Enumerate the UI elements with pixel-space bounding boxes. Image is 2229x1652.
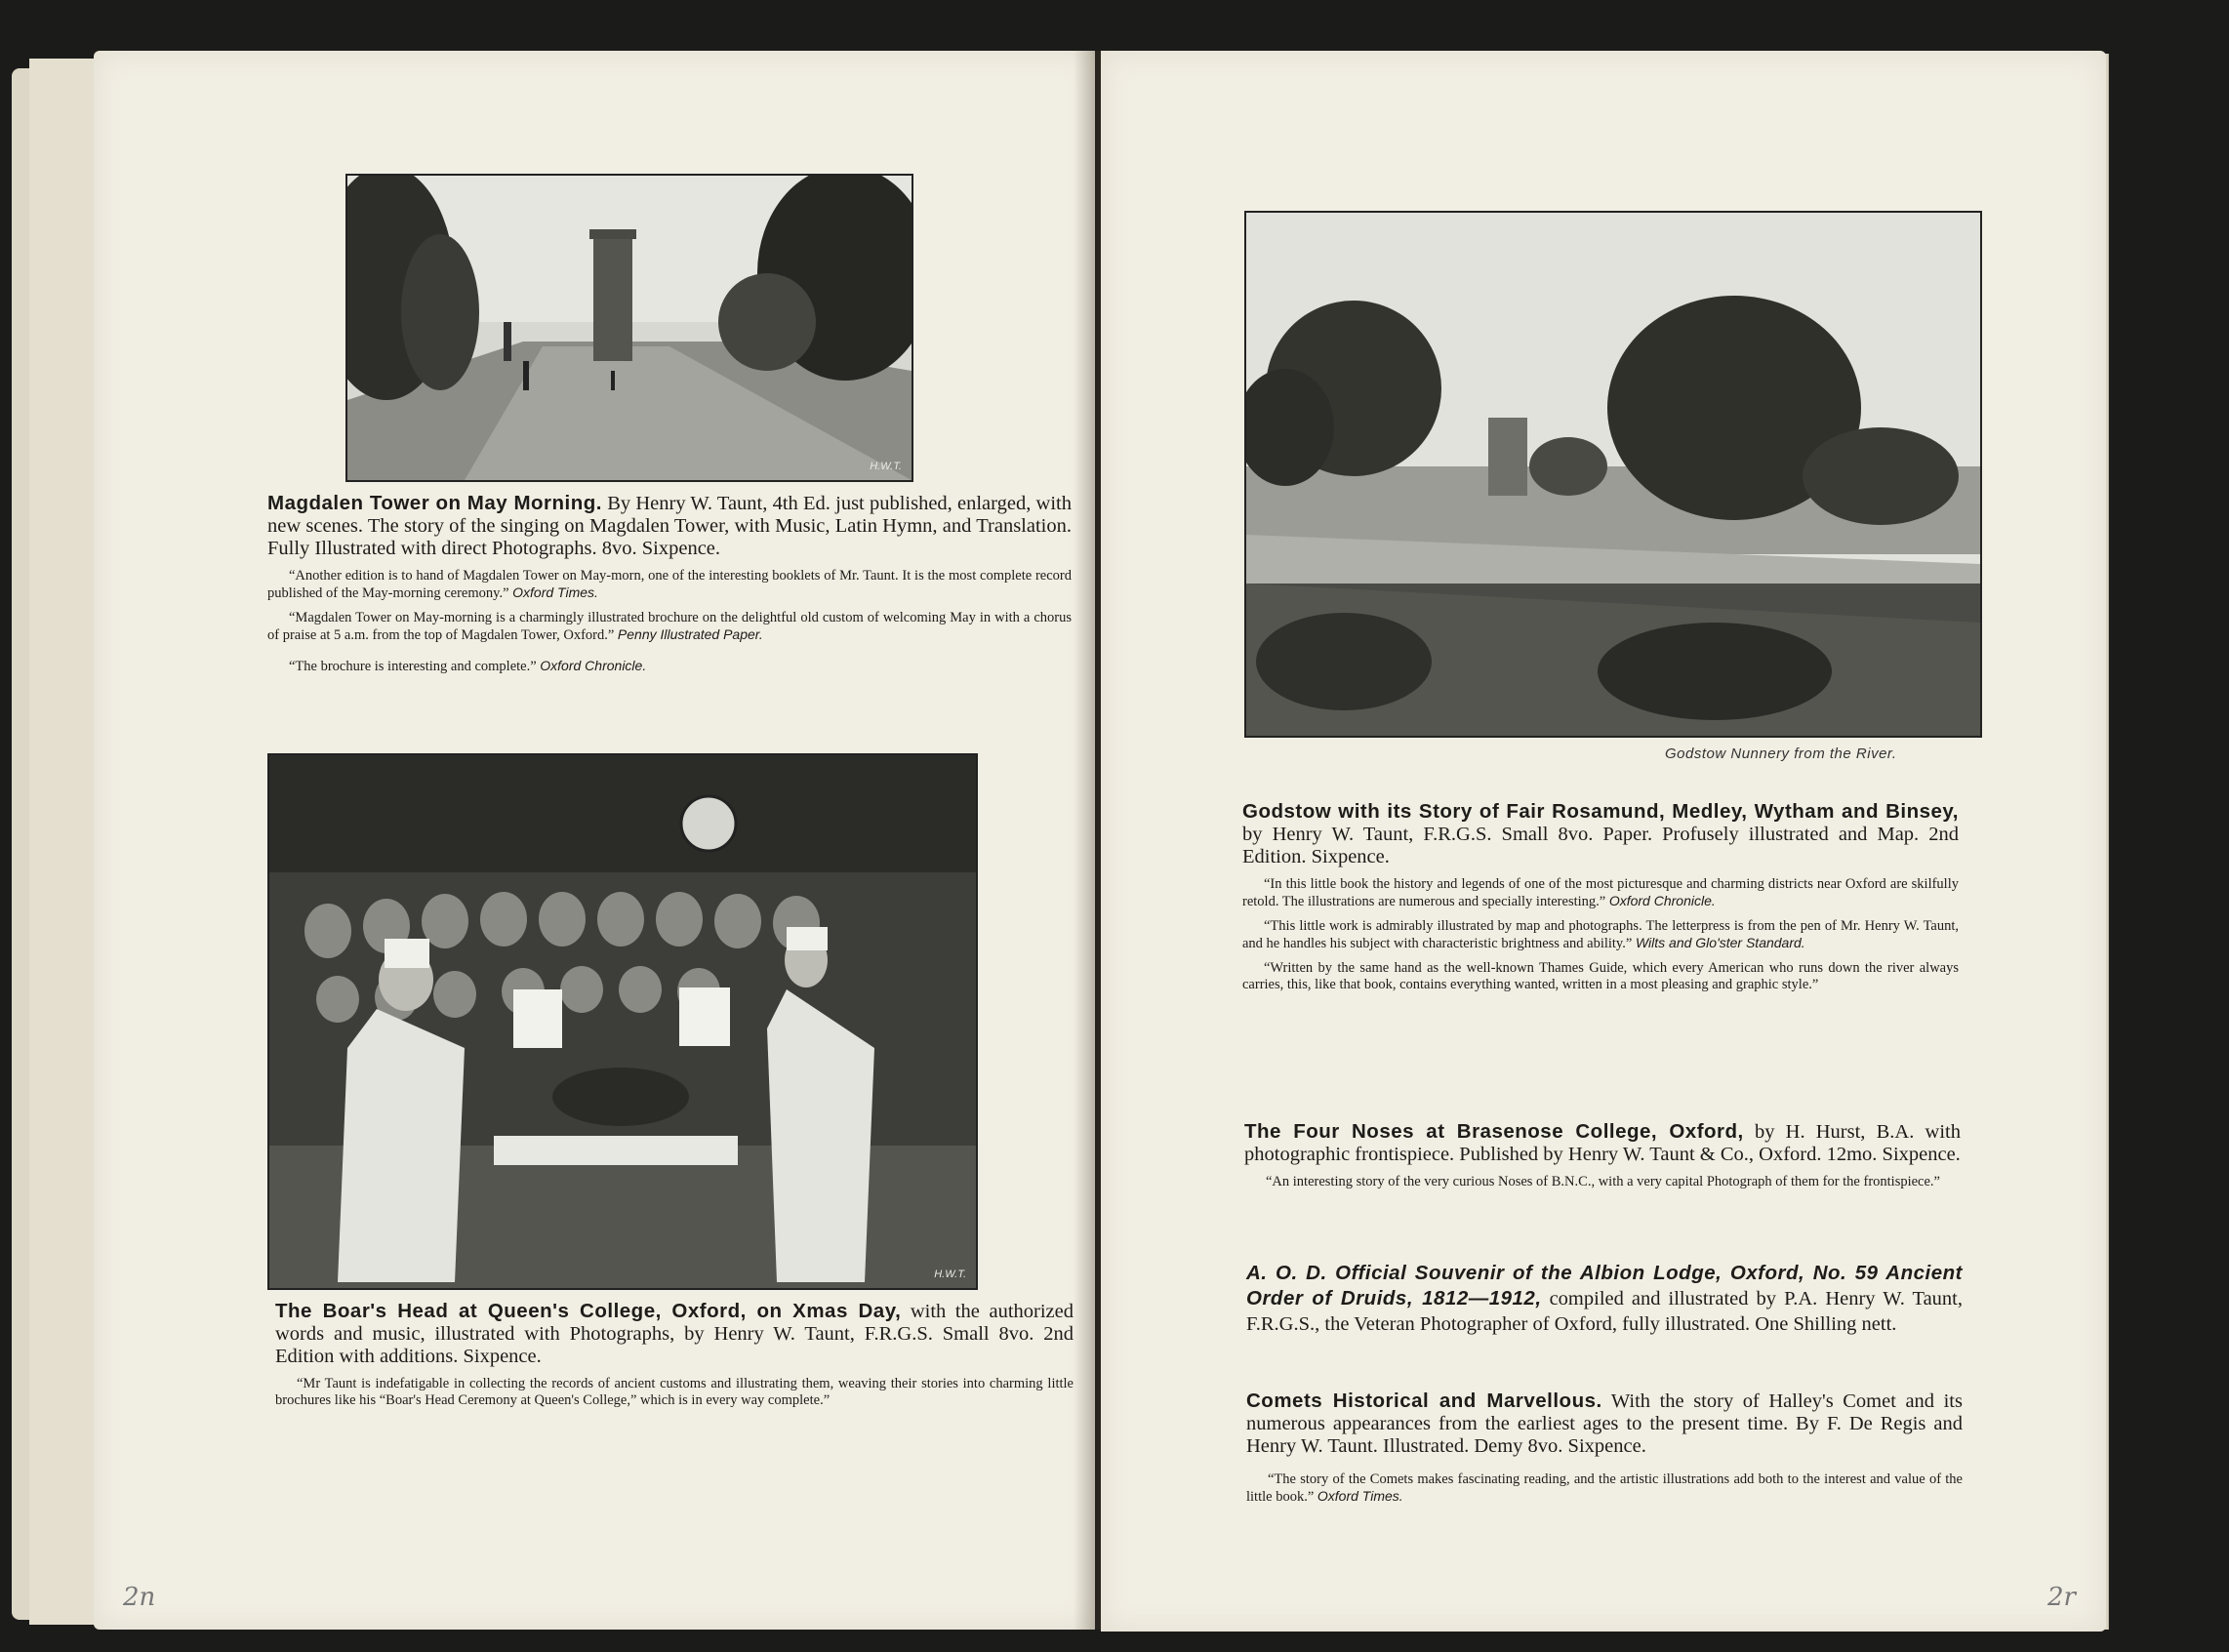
review-text: “An interesting story of the very curious Noses of B.N.C., with a very capital Photograph of them for the frontispiece.” (1266, 1174, 1940, 1189)
boars-head-photo (267, 753, 978, 1290)
right-page (1101, 51, 2106, 1632)
review-quote (275, 1376, 1074, 1409)
godstow-nunnery-photo (1244, 211, 1982, 738)
entry-body: by H. Hurst, B.A. with photographic frontispiece. Published by Henry W. Taunt & Co., Oxford. 12mo. Sixpence. (1244, 1121, 1961, 1165)
review-source: Oxford Times. (1317, 1488, 1403, 1504)
review-quote (1242, 960, 1959, 993)
entry-title: Magdalen Tower on May Morning. (267, 492, 602, 514)
pencil-page-mark: 2n (123, 1583, 156, 1612)
review-quote (267, 610, 1072, 644)
entry-description (1242, 800, 1959, 868)
entry-title: Comets Historical and Marvellous. (1246, 1390, 1602, 1412)
entry-title: Godstow with its Story of Fair Rosamund, Medley, Wytham and Binsey, (1242, 800, 1959, 823)
review-quote (267, 658, 1072, 675)
left-page (94, 51, 1095, 1630)
magdalen-tower-photo (345, 174, 913, 482)
entry-description (267, 492, 1072, 560)
review-text: “Magdalen Tower on May-morning is a charmingly illustrated brochure on the delightful old custom of welcoming May in with a chorus of praise at 5 a.m. from the top of Magdalen Tower, Oxford.” (267, 610, 1072, 643)
review-text: “Written by the same hand as the well-known Thames Guide, which every American who runs down the river always carries, this, like that book, contains everything wanted, written in a most pleasing and graphic style.” (1242, 960, 1959, 992)
catalogue-entry-comets (1246, 1390, 1963, 1506)
review-text: “The brochure is interesting and complete.” (289, 659, 537, 674)
pencil-page-mark: 2r (2047, 1583, 2076, 1612)
photo-caption: Godstow Nunnery from the River. (1665, 745, 1897, 762)
entry-description (275, 1300, 1074, 1368)
review-text: “Another edition is to hand of Magdalen Tower on May-morn, one of the interesting booklets of Mr. Taunt. It is the most complete record published of the May-morning ceremony.” (267, 568, 1072, 601)
entry-body: By Henry W. Taunt, 4th Ed. just published, enlarged, with new scenes. The story of the singing on Magdalen Tower, with Music, Latin Hymn, and Translation. Fully Illustrated with direct Photographs. 8vo. Sixpence. (267, 493, 1072, 559)
catalogue-entry-boars-head (275, 1300, 1074, 1409)
review-source: Oxford Chronicle. (1608, 893, 1716, 908)
review-source: Oxford Chronicle. (540, 658, 647, 673)
review-text: “The story of the Comets makes fascinating reading, and the artistic illustrations add both to the interest and value of the little book.” (1246, 1471, 1963, 1505)
entry-title: The Boar's Head at Queen's College, Oxford, on Xmas Day, (275, 1300, 902, 1322)
photo-credit: H.W.T. (870, 461, 902, 472)
catalogue-entry-aod-souvenir (1246, 1261, 1963, 1337)
review-text: “This little work is admirably illustrated by map and photographs. The letterpress is from the pen of Mr. Henry W. Taunt, and he handles his subject with characteristic brightness and ability.” (1242, 918, 1959, 951)
entry-description (1244, 1120, 1961, 1166)
entry-title: A. O. D. Official Souvenir of the Albion Lodge, Oxford, No. 59 Ancient Order of Druids, 1812—1912, (1246, 1262, 1963, 1310)
entry-description (1246, 1390, 1963, 1458)
review-quote (1246, 1471, 1963, 1506)
review-quote (1242, 876, 1959, 910)
review-quote (1242, 918, 1959, 952)
review-quote (267, 568, 1072, 602)
review-text: “Mr Taunt is indefatigable in collecting the records of ancient customs and illustrating them, weaving their stories into charming little brochures like his “Boar's Head Ceremony at Queen's College,” which is in every way complete.” (275, 1376, 1074, 1408)
catalogue-entry-godstow (1242, 800, 1959, 993)
review-source: Oxford Times. (512, 584, 598, 600)
entry-description (1246, 1261, 1963, 1337)
entry-body: by Henry W. Taunt, F.R.G.S. Small 8vo. Paper. Profusely illustrated and Map. 2nd Edition. Sixpence. (1242, 824, 1959, 867)
photo-credit: H.W.T. (934, 1269, 966, 1280)
review-source: Wilts and Glo'ster Standard. (1635, 935, 1805, 950)
review-source: Penny Illustrated Paper. (617, 626, 763, 642)
entry-body: compiled and illustrated by P.A. Henry W. Taunt, F.R.G.S., the Veteran Photographer of Oxford, fully illustrated. One Shilling nett. (1246, 1288, 1963, 1335)
entry-body: With the story of Halley's Comet and its numerous appearances from the earliest ages to the present time. By F. De Regis and Henry W. Taunt. Illustrated. Demy 8vo. Sixpence. (1246, 1390, 1963, 1457)
entry-title: The Four Noses at Brasenose College, Oxford, (1244, 1120, 1744, 1143)
catalogue-entry-four-noses (1244, 1120, 1961, 1190)
entry-body: with the authorized words and music, illustrated with Photographs, by Henry W. Taunt, F.R.G.S. Small 8vo. 2nd Edition with additions. Sixpence. (275, 1301, 1074, 1367)
review-text: “In this little book the history and legends of one of the most picturesque and charming districts near Oxford are skilfully retold. The illustrations are numerous and specially interesting.” (1242, 876, 1959, 909)
catalogue-entry-magdalen (267, 492, 1072, 675)
review-quote (1244, 1174, 1961, 1190)
